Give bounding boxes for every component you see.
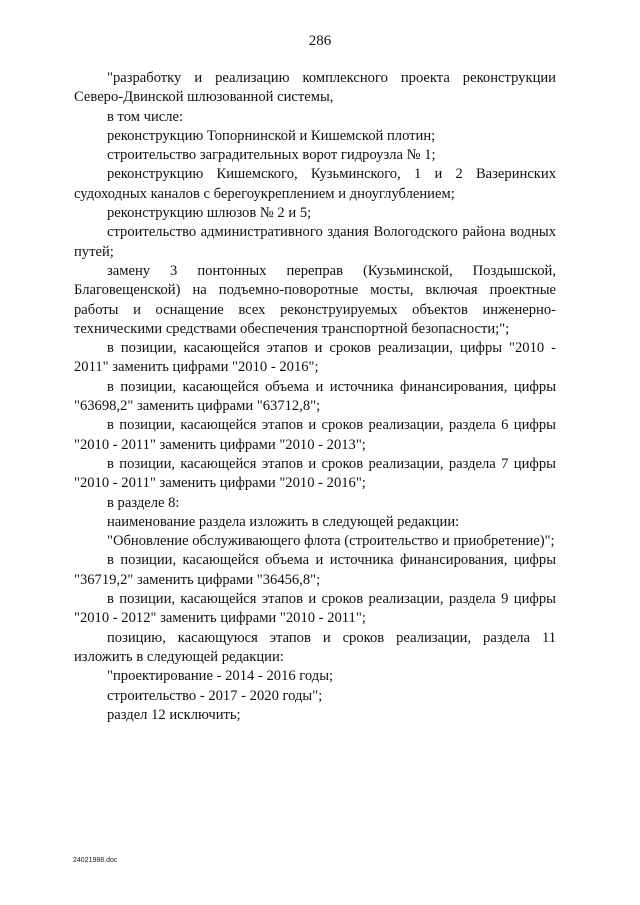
paragraph-18: позицию, касающуюся этапов и сроков реализации, раздела 11 изложить в следующей редакции: — [74, 629, 556, 665]
paragraph-6: реконструкцию шлюзов № 2 и 5; — [107, 205, 312, 222]
paragraph-11: в позиции, касающейся этапов и сроков реализации, раздела 6 цифры "2010 - 2011" заменить цифрами "2010 - 2013"; — [74, 417, 556, 453]
paragraph-7: строительство административного здания Вологодского района водных путей; — [74, 224, 556, 260]
paragraph-16: в позиции, касающейся объема и источника финансирования, цифры "36719,2" заменить цифрами "36456,8"; — [74, 552, 556, 588]
paragraph-20: строительство - 2017 - 2020 годы"; — [107, 687, 323, 704]
paragraph-5: реконструкцию Кишемского, Кузьминского, 1 и 2 Вазеринских судоходных каналов с берегоукреплением и дноуглублением; — [74, 166, 556, 202]
paragraph-9: в позиции, касающейся этапов и сроков реализации, цифры "2010 - 2011" заменить цифрами "2010 - 2016"; — [74, 340, 556, 376]
paragraph-12: в позиции, касающейся этапов и сроков реализации, раздела 7 цифры "2010 - 2011" заменить цифрами "2010 - 2016"; — [74, 455, 556, 492]
page-number: 286 — [308, 33, 332, 49]
paragraph-8: замену 3 понтонных переправ (Кузьминской, Поздышской, Благовещенской) на подъемно-поворотные мосты, включая проектные работы и оснащение всех реконструируемых объектов инженерно-техническими средствами обеспечения транспортной безопасности;"; — [74, 262, 556, 337]
paragraph-2: в том числе: — [107, 108, 184, 125]
paragraph-14: наименование раздела изложить в следующей редакции: — [107, 513, 460, 530]
document-body — [74, 69, 556, 725]
paragraph-1: "разработку и реализацию комплексного проекта реконструкции Северо-Двинской шлюзованной системы, — [74, 70, 556, 106]
paragraph-15: "Обновление обслуживающего флота (строительство и приобретение)"; — [107, 533, 555, 550]
paragraph-17: в позиции, касающейся этапов и сроков реализации, раздела 9 цифры "2010 - 2012" заменить цифрами "2010 - 2011"; — [74, 591, 556, 627]
paragraph-10: в позиции, касающейся объема и источника финансирования, цифры "63698,2" заменить цифрами "63712,8"; — [74, 378, 556, 415]
paragraph-3: реконструкцию Топорнинской и Кишемской плотин; — [107, 127, 436, 144]
paragraph-21: раздел 12 исключить; — [107, 706, 241, 723]
paragraph-13: в разделе 8: — [107, 494, 180, 511]
file-name-footer: 24021988.doc — [73, 857, 118, 864]
paragraph-4: строительство заградительных ворот гидроузла № 1; — [107, 147, 436, 164]
paragraph-19: "проектирование - 2014 - 2016 годы; — [107, 668, 334, 685]
